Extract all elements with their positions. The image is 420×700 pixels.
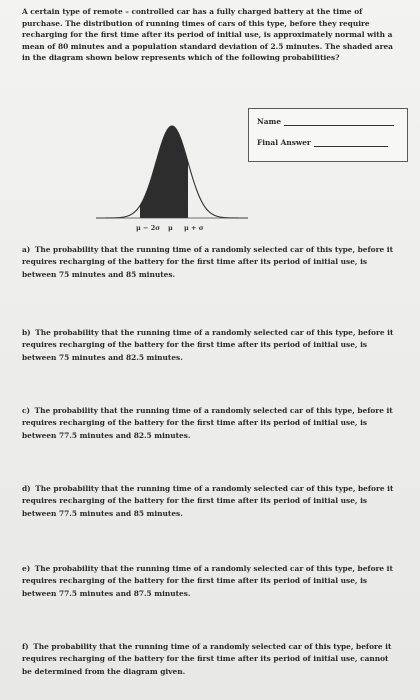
option-letter: b)	[22, 328, 31, 337]
name-label: Name	[257, 117, 282, 126]
answer-option-e	[22, 563, 400, 600]
answer-option-c	[22, 405, 400, 442]
option-text: The probability that the running time of a randomly selected car of this type, before it requires recharging of the battery for the first time after its period of initial use, is between 75 minutes and 82.5 minutes.	[22, 328, 394, 362]
option-letter: a)	[22, 245, 31, 254]
answer-box	[248, 108, 408, 162]
answer-option-b	[22, 327, 400, 364]
final-answer-field[interactable]	[314, 137, 388, 147]
answer-option-a	[22, 244, 400, 281]
option-letter: c)	[22, 406, 30, 415]
option-text: The probability that the running time of a randomly selected car of this type, before it requires recharging of the battery for the first time after its period of initial use, is between 77.5 minutes and 82.5 minutes.	[22, 406, 393, 440]
axis-label-mu-plus-sigma: μ + σ	[184, 224, 204, 232]
question-stem: A certain type of remote – controlled car has a fully charged battery at the time of purchase. The distribution of running times of cars of this type, before they require recharging for the first time after its period of initial use, is approximately normal with a mean of 80 minutes and a population standard deviation of 2.5 minutes. The shaded area in the diagram shown below represents which of the following probabilities?	[22, 7, 393, 63]
normal-curve-diagram	[88, 116, 256, 236]
option-text: The probability that the running time of a randomly selected car of this type, before it requires recharging of the battery for the first time after its period of initial use, is between 77.5 minutes and 85 minutes.	[22, 484, 394, 518]
option-letter: e)	[22, 564, 31, 573]
option-letter: d)	[22, 484, 31, 493]
answer-option-f	[22, 641, 400, 678]
answer-option-d	[22, 483, 400, 520]
option-text: The probability that the running time of a randomly selected car of this type, before it requires recharging of the battery for the first time after its period of initial use, is between 77.5 minutes and 87.5 minutes.	[22, 564, 393, 598]
final-answer-label: Final Answer	[257, 138, 311, 147]
axis-label-mu-minus-2sigma: μ − 2σ	[136, 224, 161, 232]
name-field[interactable]	[284, 116, 394, 126]
axis-label-mu: μ	[168, 224, 173, 232]
option-text: The probability that the running time of a randomly selected car of this type, before it requires recharging of the battery for the first time after its period of initial use, is between 75 minutes and 85 minutes.	[22, 245, 393, 279]
option-text: The probability that the running time of a randomly selected car of this type, before it requires recharging of the battery for the first time after its period of initial use, cannot be determined from the diagram given.	[22, 642, 392, 676]
option-letter: f)	[22, 642, 29, 651]
